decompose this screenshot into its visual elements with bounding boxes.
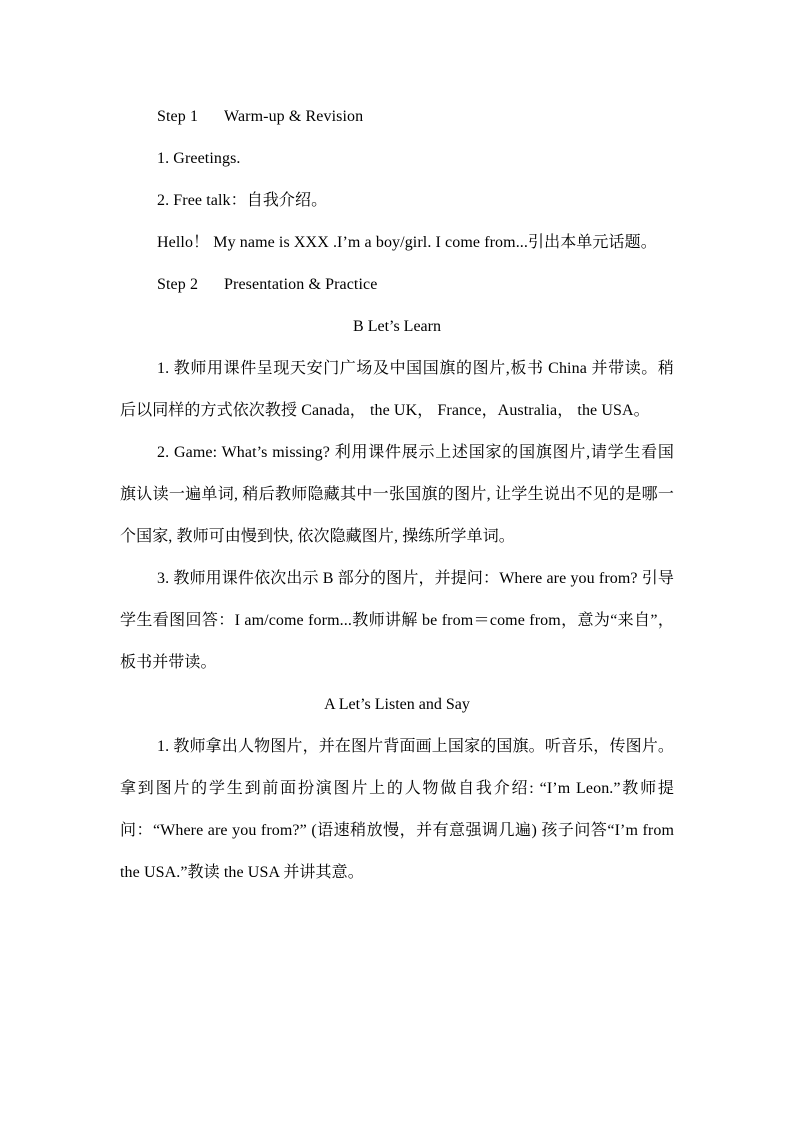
step1-label: Step 1	[157, 108, 199, 125]
hello-paragraph: Hello！ My name is XXX .I’m a boy/girl. I come from...引出本单元话题。	[157, 234, 657, 251]
b-item-1: 1. 教师用课件呈现天安门广场及中国国旗的图片,板书 China 并带读。稍后以同样的方式依次教授 Canada， the UK， France，Australia， the USA。	[120, 360, 674, 419]
b-item-3: 3. 教师用课件依次出示 B 部分的图片，并提问：Where are you from? 引导学生看图回答：I am/come form...教师讲解 be from＝come from，意为“来自”，板书并带读。	[120, 570, 674, 671]
lesson-plan-body	[120, 96, 674, 894]
step2-title: Presentation & Practice	[224, 276, 378, 293]
free-talk-item: 2. Free talk：自我介绍。	[157, 192, 328, 209]
a-item-1: 1. 教师拿出人物图片，并在图片背面画上国家的国旗。听音乐，传图片。拿到图片的学生到前面扮演图片上的人物做自我介绍: “I’m Leon.”教师提问：“Where are you from?” (语速稍放慢，并有意强调几遍) 孩子问答“I’m from the USA.”教读 the USA 并讲其意。	[120, 738, 674, 881]
step2-label: Step 2	[157, 276, 199, 293]
section-b-heading: B Let’s Learn	[353, 318, 441, 335]
b-item-2: 2. Game: What’s missing? 利用课件展示上述国家的国旗图片,请学生看国旗认读一遍单词, 稍后教师隐藏其中一张国旗的图片, 让学生说出不见的是哪一个国家, 教师可由慢到快, 依次隐藏图片, 操练所学单词。	[120, 444, 674, 545]
step1-heading	[120, 96, 674, 138]
greetings-item: 1. Greetings.	[157, 150, 241, 167]
section-a-heading: A Let’s Listen and Say	[324, 696, 470, 713]
step1-title: Warm-up & Revision	[224, 108, 364, 125]
step2-heading	[120, 264, 674, 306]
